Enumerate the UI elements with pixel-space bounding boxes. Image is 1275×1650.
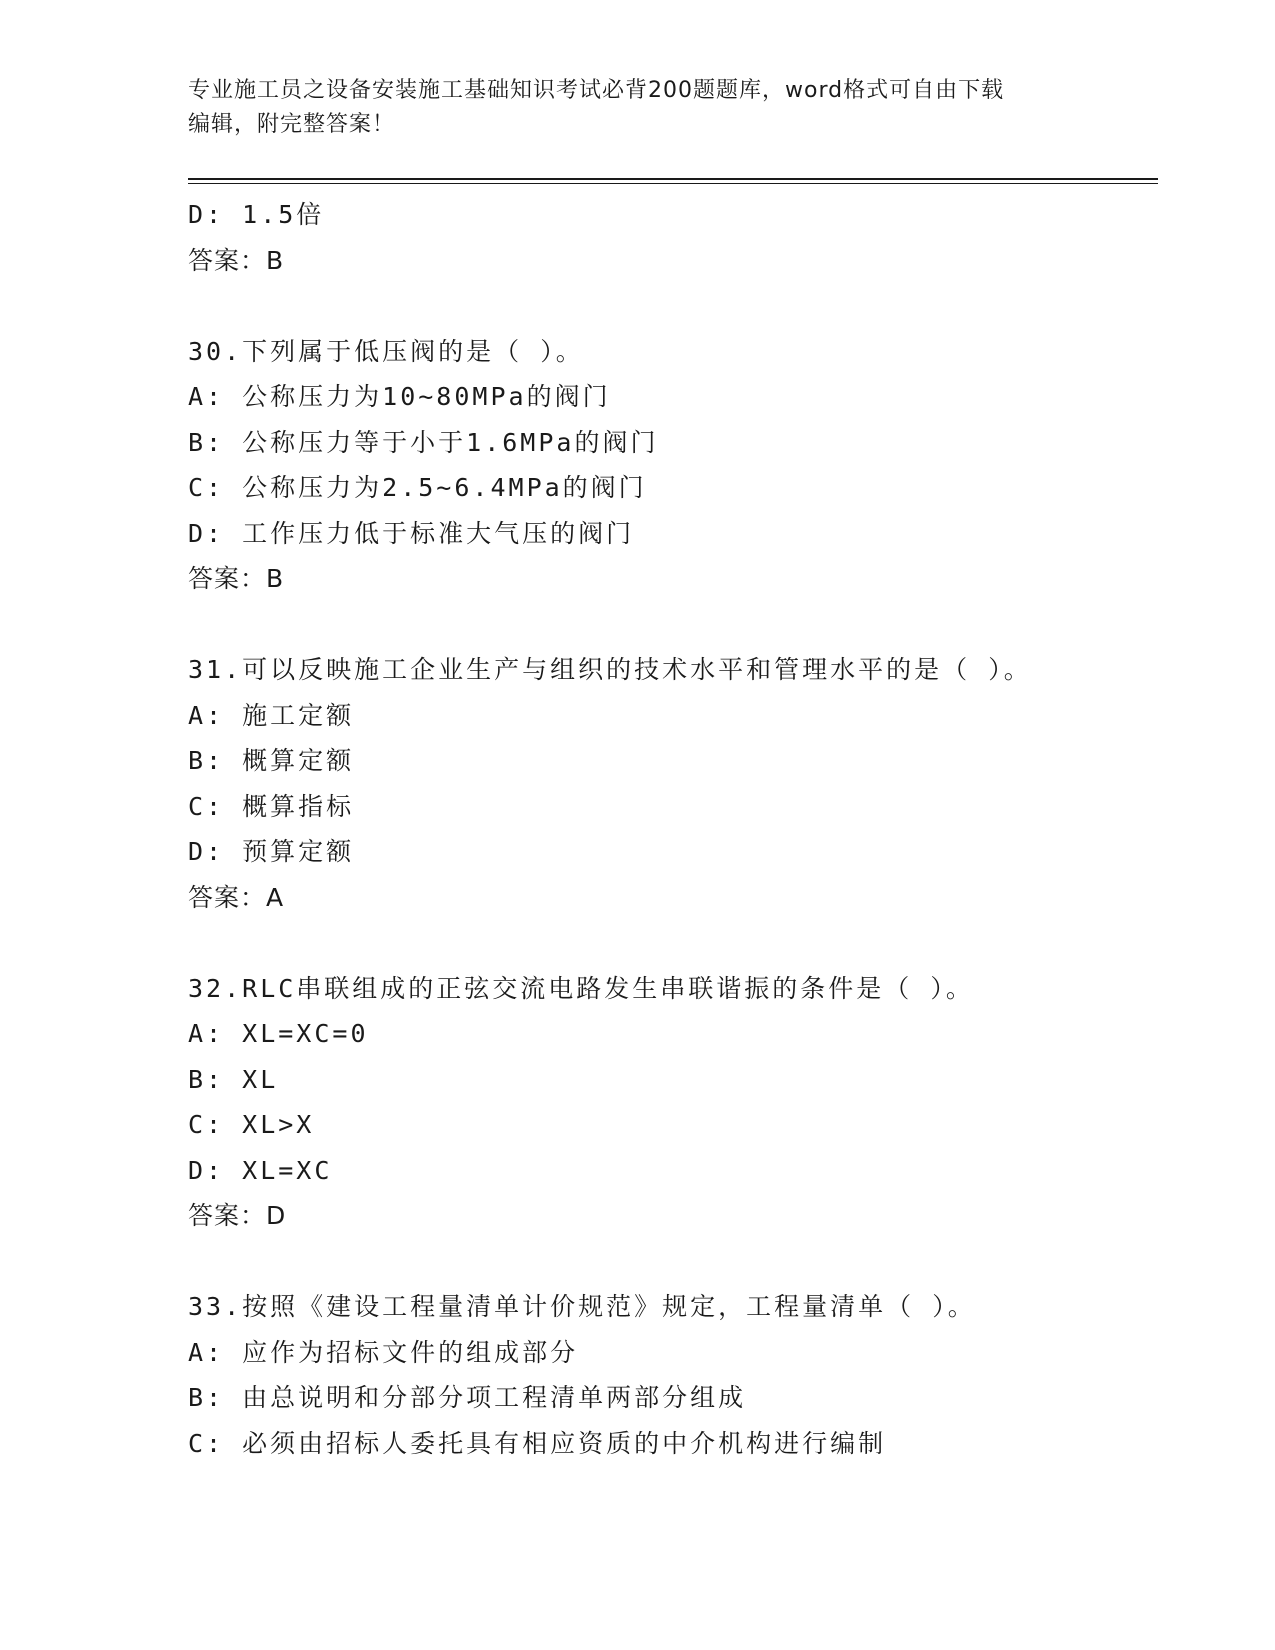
question-list xyxy=(188,192,1158,1466)
question-block-prev xyxy=(188,192,1158,283)
option-d: D: XL=XC xyxy=(188,1155,333,1185)
question-text: 31.可以反映施工企业生产与组织的技术水平和管理水平的是（ ）。 xyxy=(188,655,1032,684)
question-block-33 xyxy=(188,1284,1158,1466)
option-d: D: 工作压力低于标准大气压的阀门 xyxy=(188,518,635,548)
question-text: 32.RLC串联组成的正弦交流电路发生串联谐振的条件是（ ）。 xyxy=(188,973,974,1003)
spacer xyxy=(188,283,1158,329)
answer-line: 答案：B xyxy=(188,564,285,593)
option-d: D: 预算定额 xyxy=(188,837,355,866)
option-b: B: 概算定额 xyxy=(188,746,355,775)
answer-line: 答案：B xyxy=(188,245,285,275)
option-a: A: 应作为招标文件的组成部分 xyxy=(188,1337,579,1367)
question-block-31 xyxy=(188,647,1158,920)
spacer xyxy=(188,1239,1158,1285)
option-c: C: 公称压力为2.5~6.4MPa的阀门 xyxy=(188,473,647,502)
spacer xyxy=(188,602,1158,648)
header-divider-thick xyxy=(188,178,1158,180)
option-d: D: 1.5倍 xyxy=(188,200,325,229)
option-a: A: 施工定额 xyxy=(188,700,355,730)
header-title-line-2: 编辑，附完整答案！ xyxy=(188,112,396,137)
header-title-line-1: 专业施工员之设备安装施工基础知识考试必背200题题库，word格式可自由下载 xyxy=(188,78,1005,103)
header-divider-thin xyxy=(188,183,1158,184)
option-c: C: XL>X xyxy=(188,1110,315,1139)
answer-line: 答案：D xyxy=(188,1201,287,1230)
option-c: C: 概算指标 xyxy=(188,791,355,821)
option-b: B: XL xyxy=(188,1064,279,1094)
option-b: B: 由总说明和分部分项工程清单两部分组成 xyxy=(188,1383,747,1412)
question-text: 33.按照《建设工程量清单计价规范》规定，工程量清单（ ）。 xyxy=(188,1292,976,1321)
option-c: C: 必须由招标人委托具有相应资质的中介机构进行编制 xyxy=(188,1428,887,1458)
spacer xyxy=(188,920,1158,966)
option-b: B: 公称压力等于小于1.6MPa的阀门 xyxy=(188,427,659,457)
option-a: A: XL=XC=0 xyxy=(188,1019,369,1048)
question-text: 30.下列属于低压阀的是（ ）。 xyxy=(188,336,584,366)
question-block-30 xyxy=(188,329,1158,602)
answer-line: 答案：A xyxy=(188,882,285,912)
document-header xyxy=(188,74,1088,142)
option-a: A: 公称压力为10~80MPa的阀门 xyxy=(188,382,611,411)
question-block-32 xyxy=(188,966,1158,1239)
